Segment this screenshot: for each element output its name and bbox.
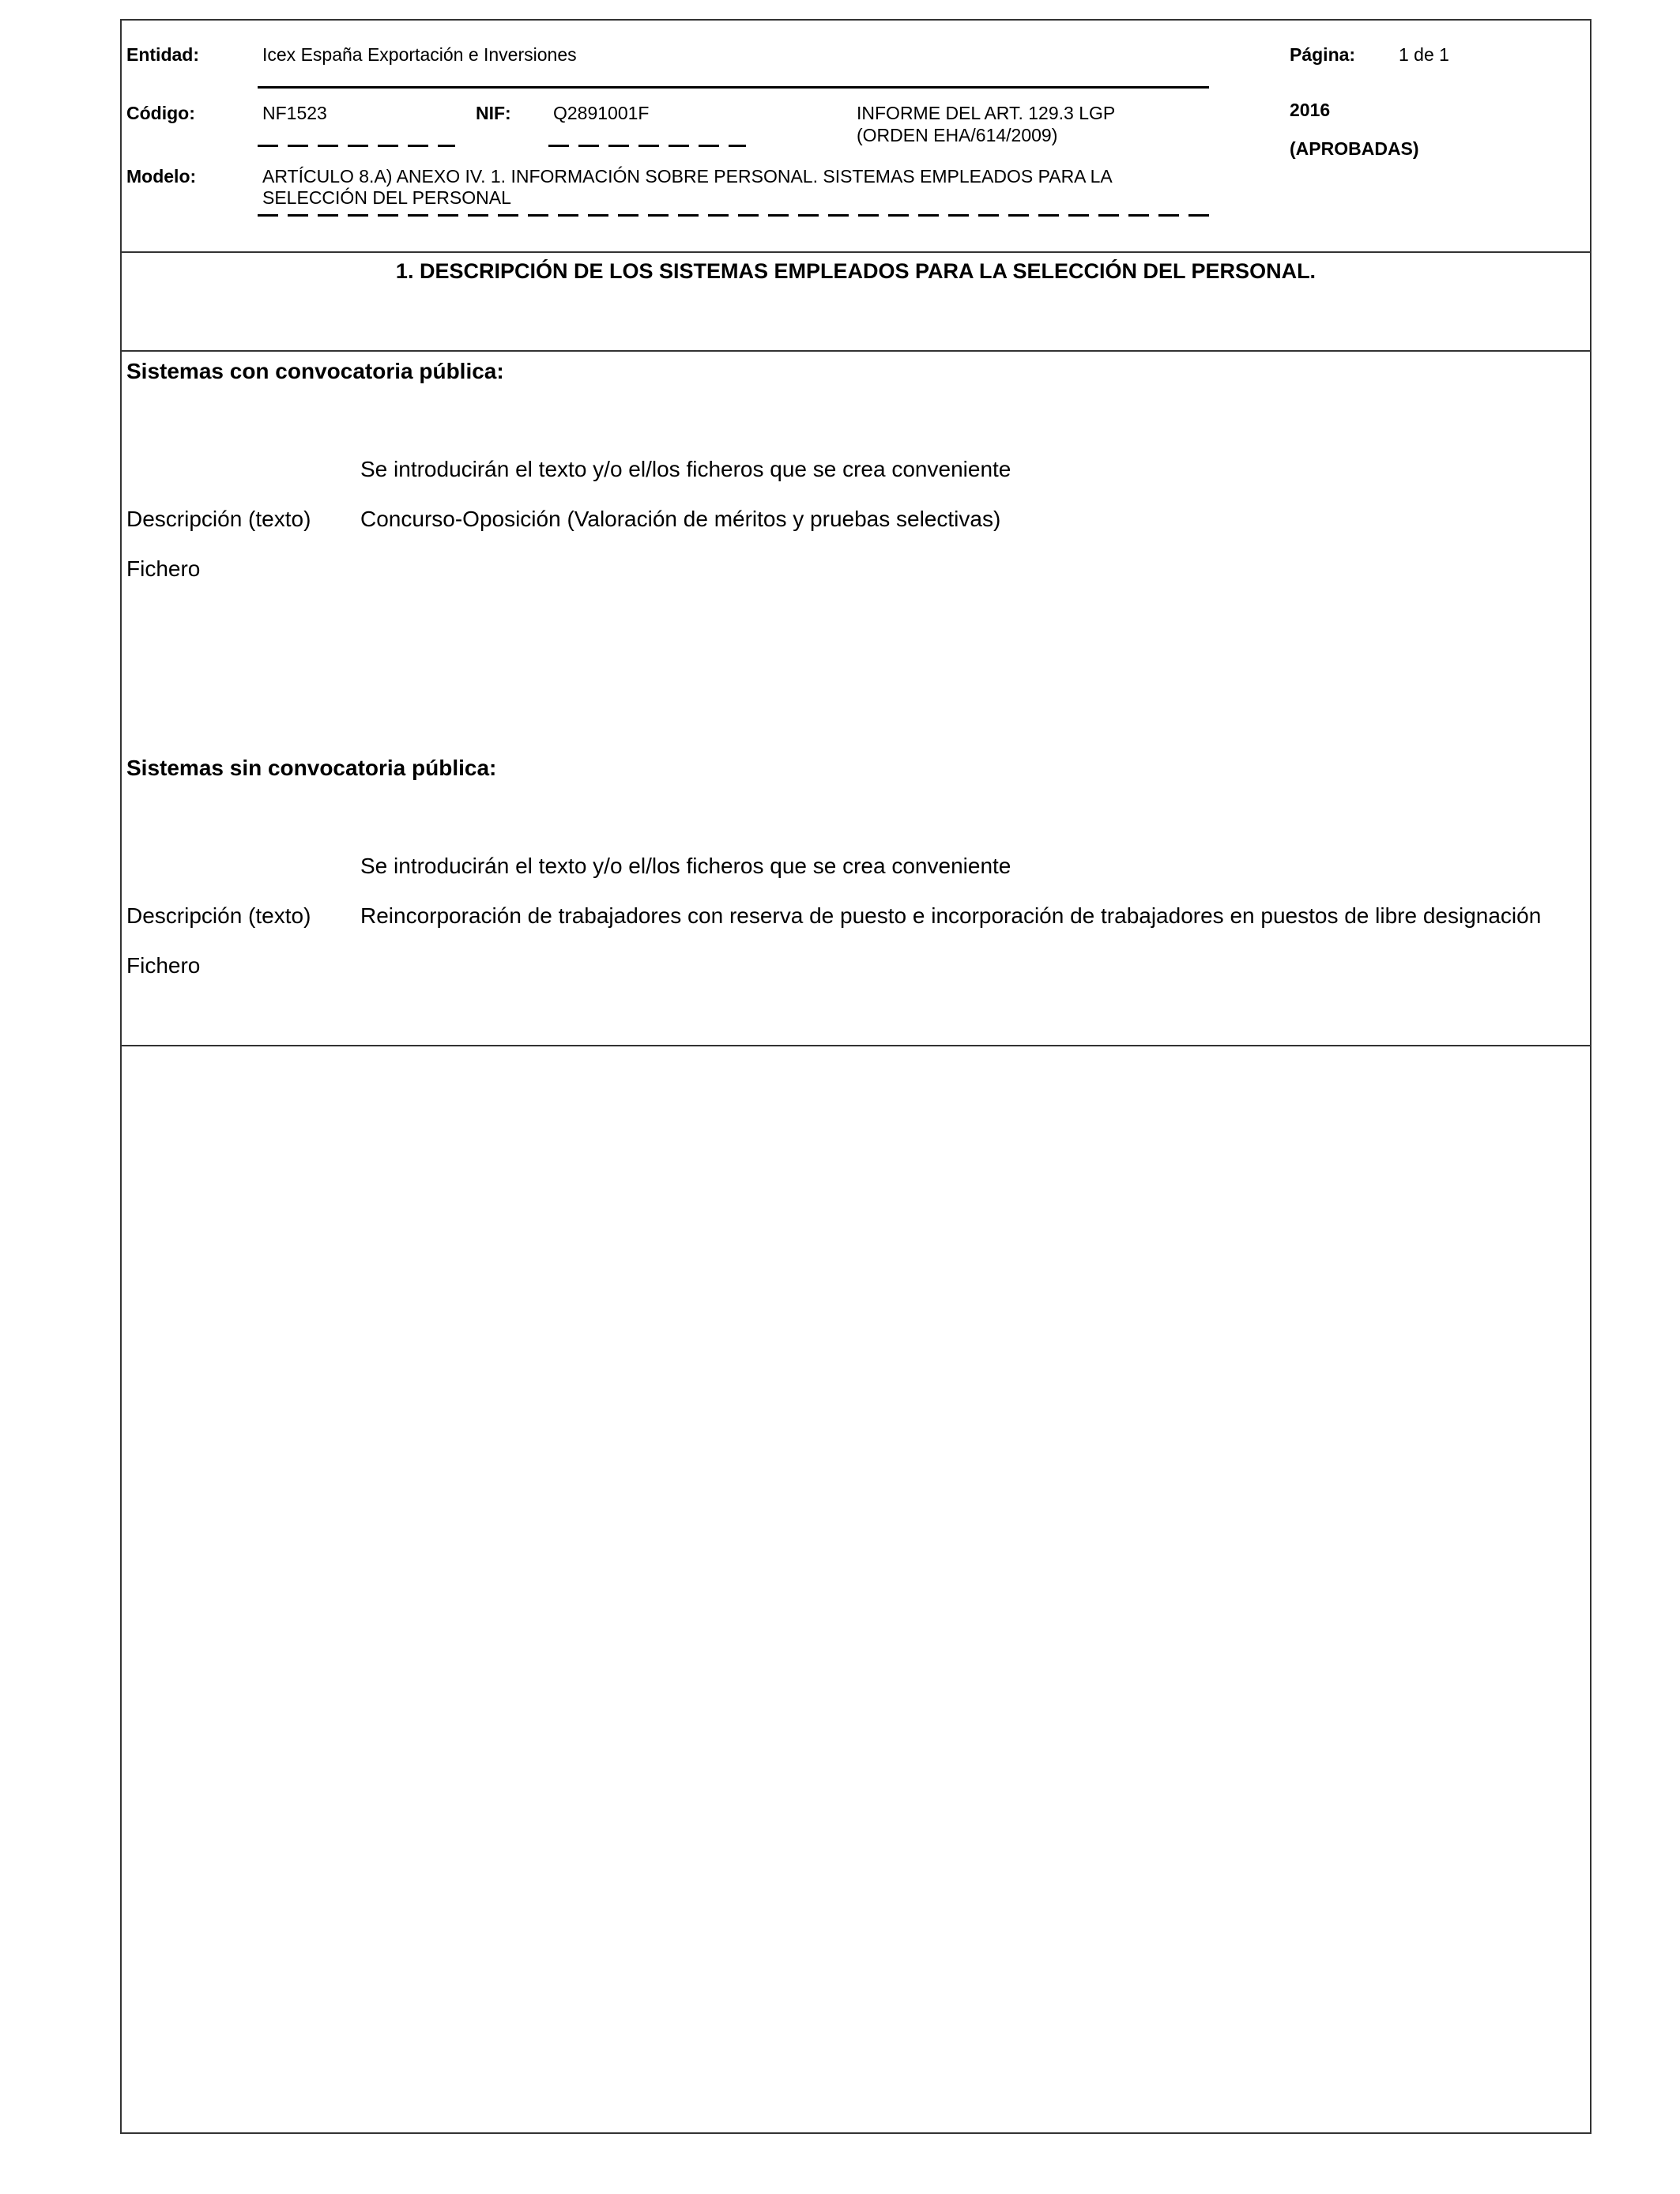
sin-convocatoria-fichero-label: Fichero [126, 953, 201, 978]
header-divider [122, 251, 1590, 253]
section-title: 1. DESCRIPCIÓN DE LOS SISTEMAS EMPLEADOS PARA LA SELECCIÓN DEL PERSONAL. [395, 259, 1317, 283]
codigo-label: Código: [126, 103, 195, 123]
entidad-value: Icex España Exportación e Inversiones [262, 44, 577, 65]
sin-convocatoria-descripcion-label: Descripción (texto) [126, 903, 311, 928]
sin-convocatoria-hint: Se introducirán el texto y/o el/los ficheros que se crea conveniente [360, 854, 1011, 878]
codigo-value: NF1523 [262, 103, 327, 123]
con-convocatoria-descripcion-value: Concurso-Oposición (Valoración de méritos y pruebas selectivas) [360, 507, 1001, 531]
con-convocatoria-fichero-label: Fichero [126, 556, 201, 581]
year-label: 2016 [1290, 100, 1331, 120]
codigo-underline [258, 145, 455, 147]
modelo-underline [258, 214, 1209, 217]
modelo-label: Modelo: [126, 166, 197, 187]
sin-convocatoria-descripcion-value: Reincorporación de trabajadores con reserva de puesto e incorporación de trabajadores en puestos de libre designación [360, 903, 1542, 928]
content-bottom-divider [122, 1045, 1590, 1046]
nif-label: NIF: [476, 103, 511, 123]
pagina-value: 1 de 1 [1399, 44, 1449, 65]
entidad-underline [258, 86, 1209, 89]
modelo-line1: ARTÍCULO 8.A) ANEXO IV. 1. INFORMACIÓN SOBRE PERSONAL. SISTEMAS EMPLEADOS PARA LA [262, 166, 1113, 187]
status-label: (APROBADAS) [1290, 138, 1419, 159]
title-divider [122, 350, 1590, 352]
informe-line1: INFORME DEL ART. 129.3 LGP [857, 103, 1116, 123]
con-convocatoria-descripcion-label: Descripción (texto) [126, 507, 311, 531]
con-convocatoria-hint: Se introducirán el texto y/o el/los ficheros que se crea conveniente [360, 457, 1011, 481]
nif-value: Q2891001F [553, 103, 650, 123]
report-frame [120, 19, 1591, 2134]
entidad-label: Entidad: [126, 44, 199, 65]
informe-line2: (ORDEN EHA/614/2009) [857, 125, 1058, 145]
sin-convocatoria-heading: Sistemas sin convocatoria pública: [126, 756, 497, 780]
pagina-label: Página: [1290, 44, 1356, 65]
modelo-line2: SELECCIÓN DEL PERSONAL [262, 187, 511, 208]
nif-underline [548, 145, 746, 147]
con-convocatoria-heading: Sistemas con convocatoria pública: [126, 359, 504, 383]
